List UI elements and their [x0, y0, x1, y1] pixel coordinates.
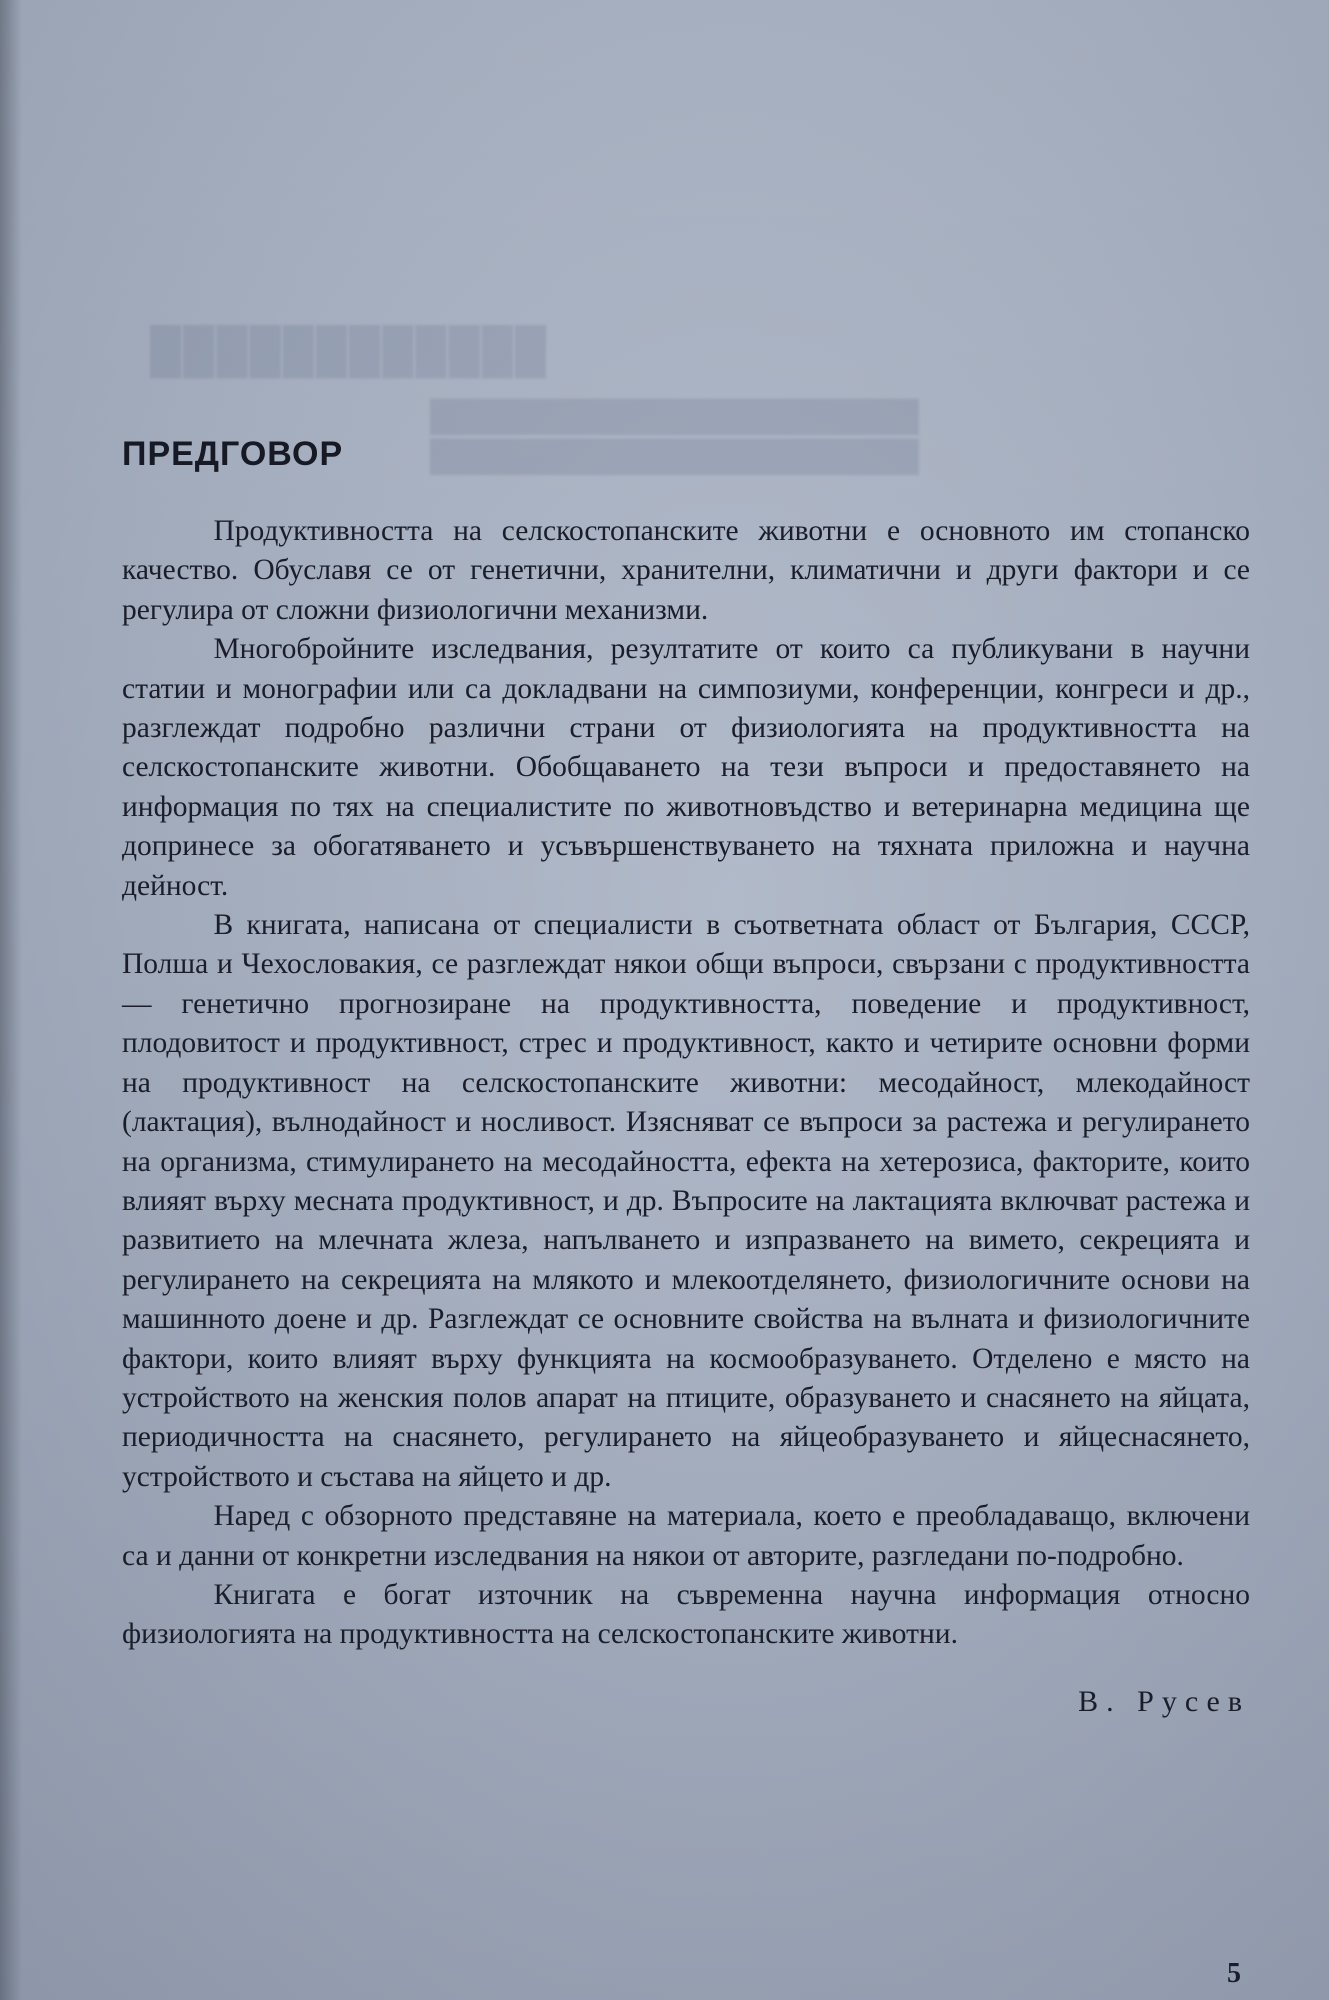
- paragraph: В книгата, написана от специалисти в съответната област от България, СССР, Полша и Чехословакия, се разглеждат някои общи въпроси, свързани с продуктивността — генетично прогнозиране на продуктивността, поведение и продуктивност, плодовитост и продуктивност, стрес и продуктивност, както и четирите основни форми на продуктивност на селскостопанските животни: месодайност, млекодайност (лактация), вълнодайност и носливост. Изясняват се въпроси за растежа и регулирането на организма, стимулирането на месодайността, ефекта на хетерозиса, факторите, които влияят върху месната продуктивност, и др. Въпросите на лактацията включват растежа и развитието на млечната жлеза, напълването и изпразването на вимето, секрецията и регулирането на секрецията на млякото и млекоотделянето, физиологичните основи на машинното доене и др. Разглеждат се основните свойства на вълната и физиологичните фактори, които влияят върху функцията на космообразуването. Отделено е място на устройството на женския полов апарат на птиците, образуването и снасянето на яйцата, периодичността на снасянето, регулирането на яйцеобразуването и яйцеснасянето, устройството и състава на яйцето и др.: [122, 909, 1250, 1493]
- author-signature: В. Русев: [1078, 1684, 1250, 1718]
- bleed-through-line: ███████████████████████: [430, 400, 919, 433]
- preface-content: [122, 420, 1250, 1719]
- paragraph: Продуктивността на селскостопанските животни е основното им стопанско качество. Обуславя се от генетични, хранителни, климатични и други фактори и се регулира от сложни физиологични механизми.: [122, 515, 1250, 626]
- paragraph: Многобройните изследвания, резултатите от които са публикувани в научни статии и монографии или са докладвани на симпозиуми, конференции, конгреси и др., разглеждат подробно различни страни от физиологията на продуктивността на селскостопанските животни. Обобщаването на тези въпроси и предоставянето на информация по тях на специалистите по животновъдство и ветеринарна медицина ще допринесе за обогатяването и усъвършенствуването на тяхната приложна и научна дейност.: [122, 633, 1250, 902]
- page-gutter-shadow: [0, 0, 22, 2000]
- bleed-through-heading: ████████████: [150, 326, 549, 375]
- page-title: ПРЕДГОВОР: [122, 435, 344, 473]
- paragraph: Книгата е богат източник на съвременна научна информация относно физиологията на продуктивността на селскостопанските животни.: [122, 1578, 1250, 1651]
- paragraph: Наред с обзорното представяне на материала, което е преобладаващо, включени са и данни от конкретни изследвания на някои от авторите, разгледани по-подробно.: [122, 1500, 1250, 1572]
- bleed-through-line: ███████████████████████: [430, 440, 919, 473]
- page-number: 5: [1227, 1958, 1241, 1989]
